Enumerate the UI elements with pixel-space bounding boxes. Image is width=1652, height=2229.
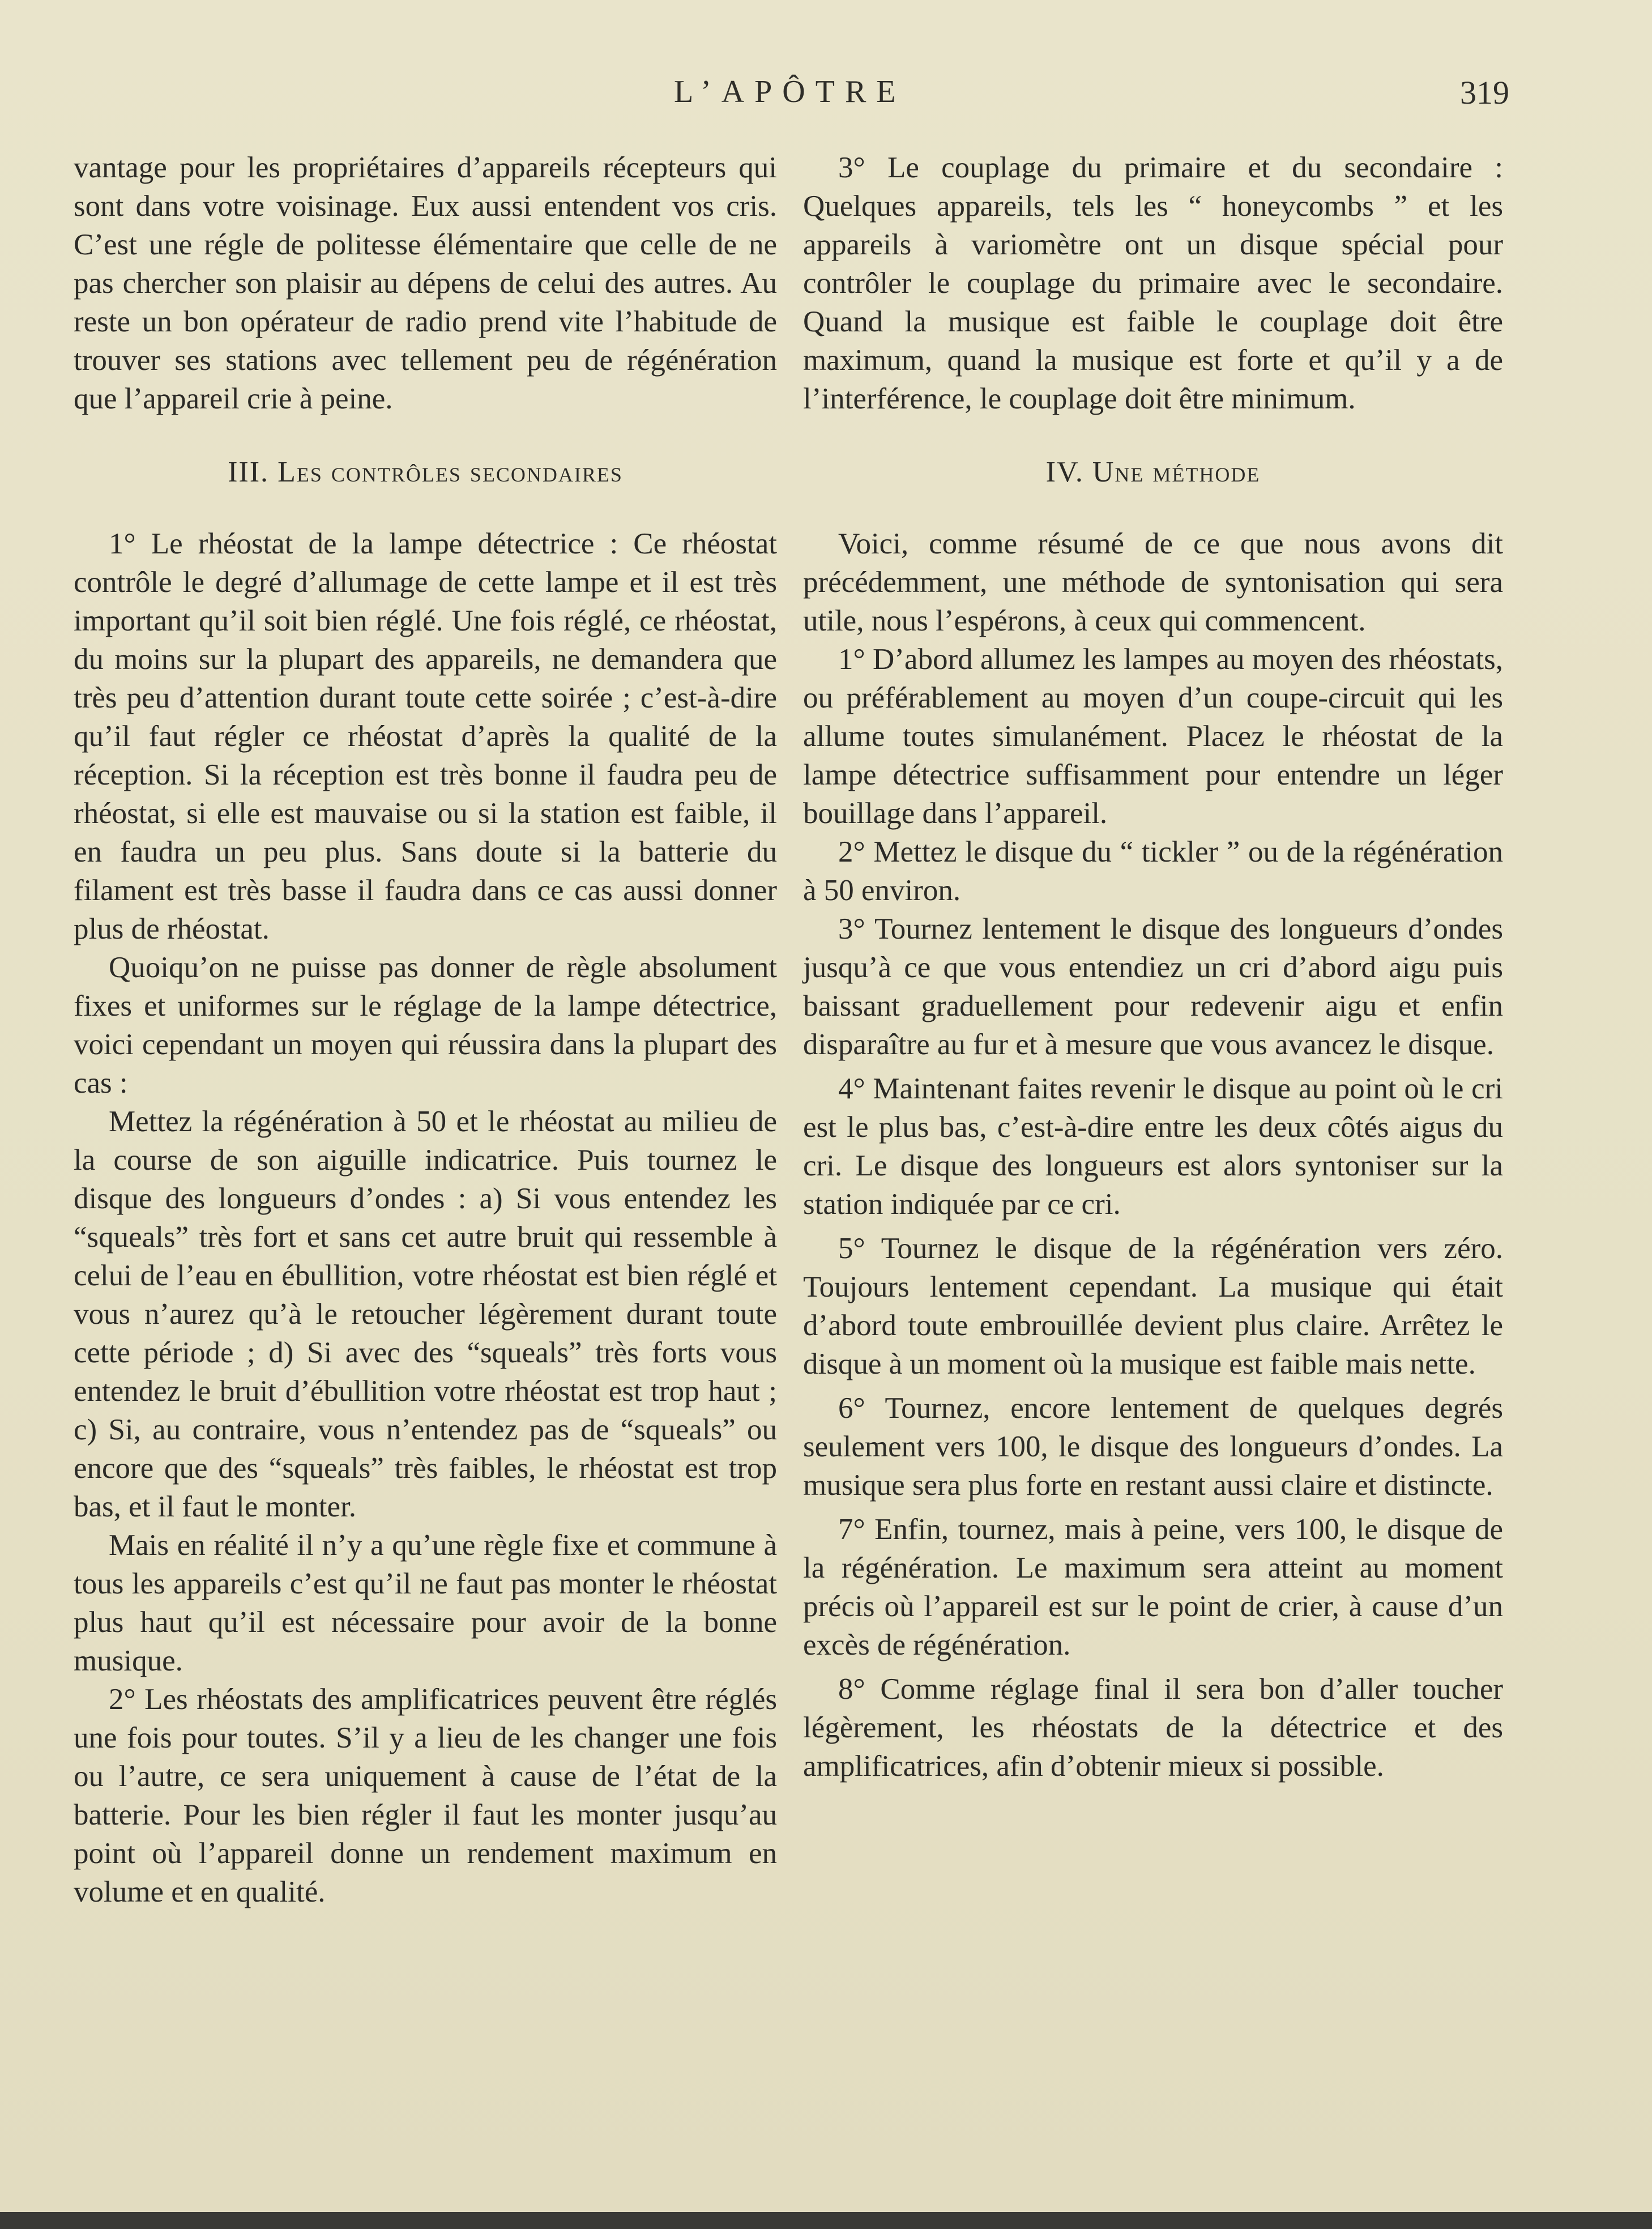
running-title: L’APÔTRE — [674, 74, 906, 109]
paragraph: Mettez la régénération à 50 et le rhéostat au milieu de la course de son aiguille indicatrice. Puis tournez le disque des longueurs d’ondes : a) Si vous entendez les “squeals” très fort et sans cet autre bruit qui ressemble à celui de l’eau en ébullition, votre rhéostat est bien réglé et vous n’aurez qu’à le retoucher légèrement durant toute cette période ; d) Si avec des “squeals” très forts vous entendez le bruit d’ébullition votre rhéostat est trop haut ; c) Si, au contraire, vous n’entendez pas de “squeals” ou encore que des “squeals” très faibles, le rhéostat est trop bas, et il faut le monter. — [74, 1105, 777, 1523]
page-number: 319 — [1460, 74, 1509, 111]
section-title: Les contrôles secondaires — [278, 456, 623, 488]
paragraph: 6° Tournez, encore lentement de quelques degrés seulement vers 100, le disque des longueurs d’ondes. La musique sera plus forte en restant aussi claire et distincte. — [803, 1392, 1503, 1502]
paragraph: 2° Les rhéostats des amplificatrices peuvent être réglés une fois pour toutes. S’il y a lieu de les changer une fois ou l’autre, ce sera uniquement à cause de l’état de la batterie. Pour les bien régler il faut les monter jusqu’au point où l’appareil donne un rendement maximum en volume et en qualité. — [74, 1683, 777, 1908]
paragraph: Voici, comme résumé de ce que nous avons dit précédemment, une méthode de syntonisation qui sera utile, nous l’espérons, à ceux qui commencent. — [803, 527, 1503, 637]
paragraph: Mais en réalité il n’y a qu’une règle fixe et commune à tous les appareils c’est qu’il ne faut pas monter le rhéostat plus haut qu’il est nécessaire pour avoir de la bonne musique. — [74, 1529, 777, 1677]
section-title: Une méthode — [1092, 456, 1261, 488]
paragraph: 7° Enfin, tournez, mais à peine, vers 100, le disque de la régénération. Le maximum sera atteint au moment précis où l’appareil est sur le point de crier, à cause d’un excès de régénération. — [803, 1513, 1503, 1661]
left-column — [74, 148, 777, 1911]
section-heading-iv — [803, 453, 1503, 492]
paragraph: 5° Tournez le disque de la régénération vers zéro. Toujours lentement cependant. La musique qui était d’abord toute embrouillée devient plus claire. Arrêtez le disque à un moment où la musique est faible mais nette. — [803, 1232, 1503, 1380]
paragraph: 2° Mettez le disque du “ tickler ” ou de la régénération à 50 environ. — [803, 836, 1503, 907]
paragraph: vantage pour les propriétaires d’appareils récepteurs qui sont dans votre voisinage. Eux aussi entendent vos cris. C’est une régle de politesse élémentaire que celle de ne pas chercher son plaisir au dépens de celui des autres. Au reste un bon opérateur de radio prend vite l’habitude de trouver ses stations avec tellement peu de régénération que l’appareil crie à peine. — [74, 151, 777, 415]
paragraph: 3° Le couplage du primaire et du secondaire : Quelques appareils, tels les “ honeycombs ” et les appareils à variomètre ont un disque spécial pour contrôler le couplage du primaire avec le secondaire. Quand la musique est faible le couplage doit être maximum, quand la musique est forte et qu’il y a de l’interférence, le couplage doit être minimum. — [803, 151, 1503, 415]
paragraph: Quoiqu’on ne puisse pas donner de règle absolument fixes et uniformes sur le réglage de la lampe détectrice, voici cependant un moyen qui réussira dans la plupart des cas : — [74, 951, 777, 1099]
paragraph: 1° D’abord allumez les lampes au moyen des rhéostats, ou préférablement au moyen d’un coupe-circuit qui les allume toutes simulanément. Placez le rhéostat de la lampe détectrice suffisamment pour entendre un léger bouillage dans l’appareil. — [803, 643, 1503, 830]
section-heading-iii — [74, 453, 777, 492]
section-number: III. — [228, 456, 270, 488]
paragraph: 1° Le rhéostat de la lampe détectrice : Ce rhéostat contrôle le degré d’allumage de cette lampe et il est très important qu’il soit bien réglé. Une fois réglé, ce rhéostat, du moins sur la plupart des appareils, ne demandera que très peu d’attention durant toute cette soirée ; c’est-à-dire qu’il faut régler ce rhéostat d’après la qualité de la réception. Si la réception est très bonne il faudra peu de rhéostat, si elle est mauvaise ou si la station est faible, il en faudra un peu plus. Sans doute si la batterie du filament est très basse il faudra dans ce cas aussi donner plus de rhéostat. — [74, 527, 777, 945]
right-column — [803, 148, 1503, 1785]
paragraph: 4° Maintenant faites revenir le disque au point où le cri est le plus bas, c’est-à-dire entre les deux côtés aigus du cri. Le disque des longueurs est alors syntoniser sur la station indiquée par ce cri. — [803, 1072, 1503, 1221]
section-number: IV. — [1045, 456, 1084, 488]
scan-edge — [0, 2212, 1652, 2229]
paragraph: 3° Tournez lentement le disque des longueurs d’ondes jusqu’à ce que vous entendiez un cri d’abord aigu puis baissant graduellement pour redevenir aigu et enfin disparaître au fur et à mesure que vous avancez le disque. — [803, 913, 1503, 1061]
paragraph: 8° Comme réglage final il sera bon d’aller toucher légèrement, les rhéostats de la détectrice et des amplificatrices, afin d’obtenir mieux si possible. — [803, 1673, 1503, 1783]
